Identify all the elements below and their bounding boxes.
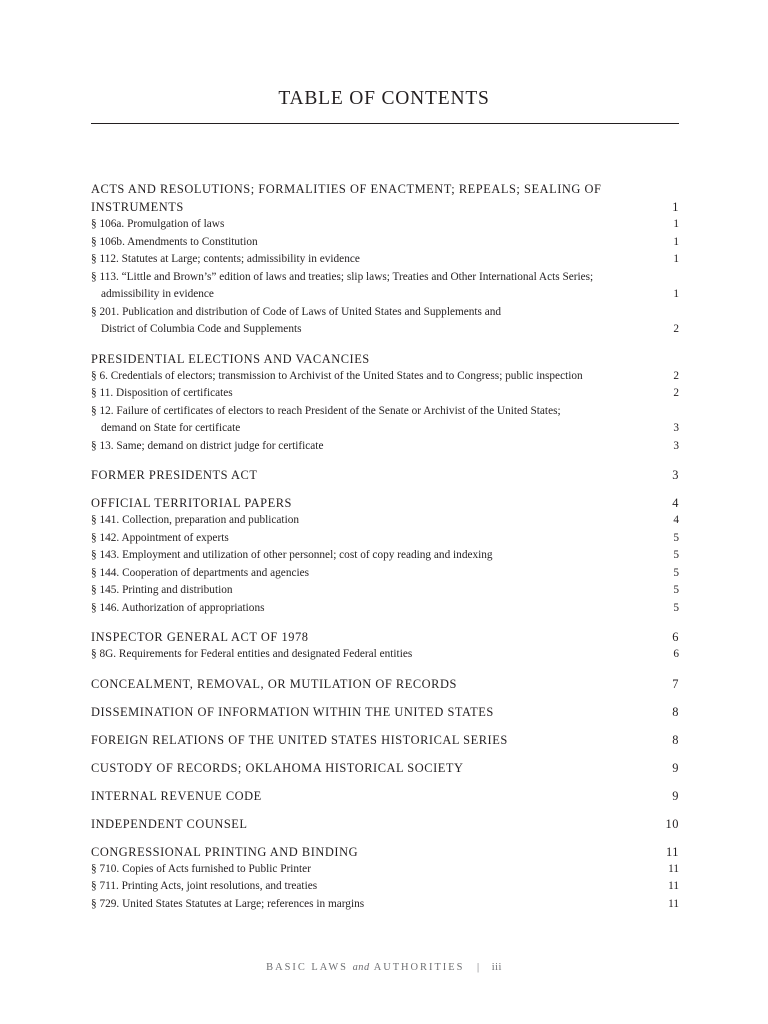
section-heading [91,815,679,833]
section-heading-title: CONCEALMENT, REMOVAL, OR MUTILATION OF RECORDS [91,676,457,691]
footer-title-right: AUTHORITIES [373,962,465,973]
section-heading [91,350,679,368]
toc-entry-page-number: 5 [673,549,679,561]
toc-entry-page-number: 11 [668,862,679,875]
toc-entry-text [91,896,668,914]
toc-entry-text [91,565,673,583]
toc-section [91,787,679,805]
toc-entry-text [91,251,673,269]
toc-entry-continuation-line: District of Columbia Code and Supplements [101,323,302,335]
toc-entry-line: § 8G. Requirements for Federal entities and designated Federal entities [91,648,413,660]
toc-section [91,180,679,339]
toc-entry-page-number: 5 [673,566,679,579]
section-heading-page-number: 8 [672,704,679,719]
toc-entry [91,368,679,386]
section-heading-title: CUSTODY OF RECORDS; OKLAHOMA HISTORICAL SOCIETY [91,760,464,775]
toc-section [91,815,679,833]
section-heading [91,494,679,512]
toc-entry [91,438,679,456]
toc-entry-text [91,878,668,896]
toc-section [91,703,679,721]
toc-entry-text [91,600,673,618]
toc-entry [91,304,679,339]
toc-entry [91,530,679,548]
footer-title-left: BASIC LAWS [266,962,348,973]
toc-entry [91,878,679,896]
section-heading-title: INDEPENDENT COUNSEL [91,816,248,831]
section-heading-title: DISSEMINATION OF INFORMATION WITHIN THE UNITED STATES [91,704,494,719]
section-heading-title: ACTS AND RESOLUTIONS; FORMALITIES OF ENACTMENT; REPEALS; SEALING OF INSTRUMENTS [91,182,602,214]
title-rule [91,123,679,124]
section-heading-title: INSPECTOR GENERAL ACT OF 1978 [91,630,309,644]
toc-entry-text [91,403,673,438]
section-heading-page-number: 11 [665,844,679,859]
section-heading [91,703,679,721]
toc-entry-page-number: 11 [668,897,679,910]
page-footer [0,962,768,973]
toc-entry-page-number: 1 [673,253,679,265]
toc-entry-line: § 729. United States Statutes at Large; references in margins [91,897,365,910]
toc-entry-text [91,304,673,339]
section-heading-title: OFFICIAL TERRITORIAL PAPERS [91,496,292,510]
toc-entry [91,269,679,304]
toc-entry [91,547,679,565]
toc-entry-text [91,582,673,600]
toc-entry-line: § 146. Authorization of appropriations [91,601,265,614]
toc-entry-line: § 141. Collection, preparation and publication [91,514,299,526]
toc-entry [91,251,679,269]
section-heading-page-number: 4 [672,496,679,510]
toc-entry-text [91,438,673,456]
toc-entry-text [91,385,673,403]
toc-entry [91,600,679,618]
section-heading [91,180,679,216]
toc-section [91,731,679,749]
toc-entry-line: § 106b. Amendments to Constitution [91,235,258,248]
toc-entry-text [91,512,673,530]
section-heading [91,731,679,749]
toc-section [91,628,679,664]
toc-entry-page-number: 3 [673,422,679,434]
toc-entry-line: § 113. “Little and Brown’s” edition of laws and treaties; slip laws; Treaties and Other International Acts Series; [91,270,594,283]
toc-entry-page-number: 1 [673,235,679,248]
toc-entry-line: § 201. Publication and distribution of Code of Laws of United States and Supplements and [91,305,502,318]
section-heading [91,759,679,777]
section-heading-page-number: 9 [672,760,679,775]
toc-entry-line: § 145. Printing and distribution [91,584,233,596]
section-heading [91,466,679,484]
section-heading [91,787,679,805]
toc-entry-line: § 143. Employment and utilization of other personnel; cost of copy reading and indexing [91,549,493,561]
toc-entry-page-number: 3 [673,439,679,452]
toc-entry-text [91,234,673,252]
footer-title-conjunction: and [352,962,370,973]
toc-entry-page-number: 5 [673,584,679,596]
toc-entry-page-number: 11 [668,880,679,892]
section-heading [91,675,679,693]
toc-entry-text [91,547,673,565]
toc-section [91,494,679,617]
toc-entry [91,861,679,879]
table-of-contents [91,180,679,924]
toc-entry-page-number: 4 [673,514,679,526]
toc-entry-line: § 144. Cooperation of departments and agencies [91,566,310,579]
toc-entry-line: § 12. Failure of certificates of electors to reach President of the Senate or Archivist of the United States; [91,404,561,417]
toc-entry [91,896,679,914]
toc-entry-text [91,646,673,664]
toc-entry [91,403,679,438]
section-heading-page-number: 3 [672,468,679,482]
toc-entry-continuation-line: admissibility in evidence [101,288,214,300]
footer-page-number: iii [491,962,502,973]
page-title: TABLE OF CONTENTS [278,88,490,109]
toc-entry-page-number: 1 [673,288,679,300]
toc-section [91,675,679,693]
toc-entry-text [91,368,673,386]
toc-section [91,843,679,914]
toc-entry-page-number: 1 [673,218,679,230]
toc-entry-text [91,216,673,234]
toc-section [91,350,679,456]
section-heading-title: INTERNAL REVENUE CODE [91,788,262,803]
section-heading [91,843,679,861]
toc-entry-page-number: 5 [673,601,679,614]
section-heading [91,628,679,646]
toc-entry-line: § 711. Printing Acts, joint resolutions, and treaties [91,880,318,892]
section-heading-title: CONGRESSIONAL PRINTING AND BINDING [91,844,359,859]
toc-entry-page-number: 6 [673,648,679,660]
toc-entry-line: § 11. Disposition of certificates [91,387,233,399]
toc-entry-line: § 112. Statutes at Large; contents; admissibility in evidence [91,253,360,265]
toc-entry-line: § 6. Credentials of electors; transmission to Archivist of the United States and to Congress; public inspection [91,369,583,382]
toc-entry-text [91,269,673,304]
toc-entry-continuation-line: demand on State for certificate [101,422,241,434]
toc-entry [91,216,679,234]
toc-entry-page-number: 2 [673,387,679,399]
toc-entry [91,234,679,252]
toc-entry [91,646,679,664]
toc-entry [91,512,679,530]
toc-entry-line: § 106a. Promulgation of laws [91,218,225,230]
toc-section [91,466,679,484]
toc-entry [91,385,679,403]
toc-entry-line: § 13. Same; demand on district judge for certificate [91,439,324,452]
section-heading-page-number: 1 [672,200,679,214]
toc-entry-text [91,530,673,548]
footer-separator: | [476,962,480,973]
section-heading-title: FORMER PRESIDENTS ACT [91,468,258,482]
toc-entry-text [91,861,668,879]
section-heading-page-number: 9 [672,788,679,803]
toc-entry [91,565,679,583]
toc-entry [91,582,679,600]
section-heading-page-number: 10 [665,816,679,831]
toc-entry-line: § 142. Appointment of experts [91,531,229,544]
toc-entry-page-number: 2 [673,369,679,382]
section-heading-page-number: 7 [672,676,679,691]
toc-entry-page-number: 5 [673,531,679,544]
section-heading-page-number: 6 [672,630,679,644]
toc-entry-page-number: 2 [673,323,679,335]
section-heading-title: PRESIDENTIAL ELECTIONS AND VACANCIES [91,351,370,366]
section-heading-title: FOREIGN RELATIONS OF THE UNITED STATES HISTORICAL SERIES [91,732,508,747]
toc-section [91,759,679,777]
toc-entry-line: § 710. Copies of Acts furnished to Public Printer [91,862,311,875]
section-heading-page-number: 8 [672,732,679,747]
